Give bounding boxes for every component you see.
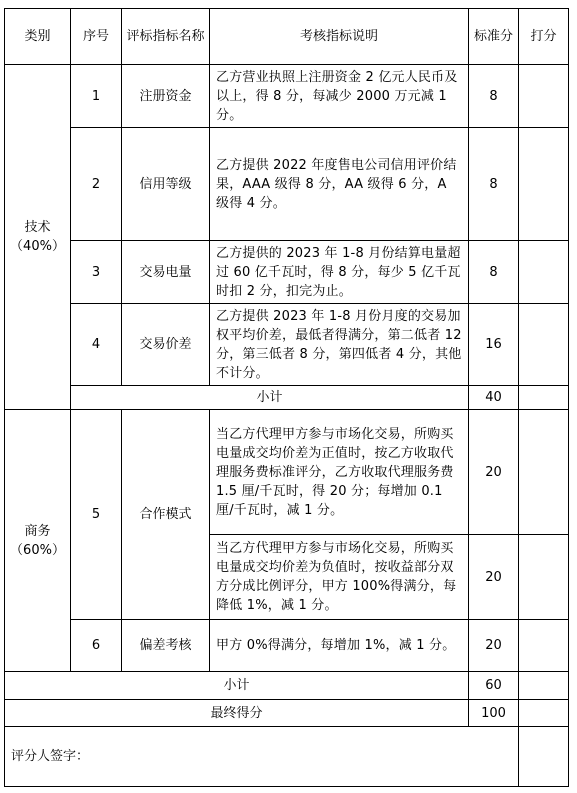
subtotal-value: 40 bbox=[469, 386, 519, 410]
business-subtotal-row bbox=[5, 672, 569, 700]
seq-cell: 5 bbox=[71, 410, 122, 620]
score-cell[interactable] bbox=[519, 672, 569, 700]
standard-score: 20 bbox=[469, 620, 519, 672]
indicator-description: 乙方提供的 2023 年 1-8 月份结算电量超过 60 亿千瓦时，得 8 分，每少 5 亿千瓦时扣 2 分，扣完为止。 bbox=[210, 241, 469, 304]
standard-score: 8 bbox=[469, 241, 519, 304]
technical-subtotal-row bbox=[5, 386, 569, 410]
category-technical: 技术（40%） bbox=[5, 65, 71, 410]
table-row bbox=[5, 128, 569, 241]
score-cell[interactable] bbox=[519, 535, 569, 620]
header-seq: 序号 bbox=[71, 9, 122, 65]
header-description: 考核指标说明 bbox=[210, 9, 469, 65]
scoring-table bbox=[4, 8, 569, 787]
signature-field[interactable] bbox=[519, 727, 569, 787]
standard-score: 8 bbox=[469, 65, 519, 128]
subtotal-value: 60 bbox=[469, 672, 519, 700]
seq-cell: 3 bbox=[71, 241, 122, 304]
standard-score: 20 bbox=[469, 535, 519, 620]
table-row bbox=[5, 241, 569, 304]
final-score-row bbox=[5, 700, 569, 727]
standard-score: 20 bbox=[469, 410, 519, 535]
subtotal-label: 小计 bbox=[71, 386, 469, 410]
header-score: 打分 bbox=[519, 9, 569, 65]
score-cell[interactable] bbox=[519, 620, 569, 672]
seq-cell: 4 bbox=[71, 304, 122, 386]
indicator-name: 注册资金 bbox=[122, 65, 210, 128]
final-score-standard: 100 bbox=[469, 700, 519, 727]
indicator-description: 当乙方代理甲方参与市场化交易，所购买电量成交均价差为负值时，按收益部分双方分成比例评分，甲方 100%得满分，每降低 1%，减 1 分。 bbox=[210, 535, 469, 620]
indicator-name: 交易电量 bbox=[122, 241, 210, 304]
category-business: 商务（60%） bbox=[5, 410, 71, 672]
indicator-description: 乙方提供 2022 年度售电公司信用评价结果，AAA 级得 8 分，AA 级得 6 分，A 级得 4 分。 bbox=[210, 128, 469, 241]
score-cell[interactable] bbox=[519, 241, 569, 304]
table-row bbox=[5, 620, 569, 672]
score-cell[interactable] bbox=[519, 128, 569, 241]
seq-cell: 2 bbox=[71, 128, 122, 241]
standard-score: 8 bbox=[469, 128, 519, 241]
indicator-description: 乙方提供 2023 年 1-8 月份月度的交易加权平均价差，最低者得满分，第二低者 12 分，第三低者 8 分，第四低者 4 分，其他不计分。 bbox=[210, 304, 469, 386]
indicator-name: 交易价差 bbox=[122, 304, 210, 386]
seq-cell: 6 bbox=[71, 620, 122, 672]
indicator-description: 乙方营业执照上注册资金 2 亿元人民币及以上，得 8 分，每减少 2000 万元减 1 分。 bbox=[210, 65, 469, 128]
indicator-name: 偏差考核 bbox=[122, 620, 210, 672]
indicator-description: 甲方 0%得满分，每增加 1%，减 1 分。 bbox=[210, 620, 469, 672]
subtotal-label: 小计 bbox=[5, 672, 469, 700]
indicator-name: 合作模式 bbox=[122, 410, 210, 620]
seq-cell: 1 bbox=[71, 65, 122, 128]
score-cell[interactable] bbox=[519, 700, 569, 727]
score-cell[interactable] bbox=[519, 304, 569, 386]
header-row bbox=[5, 9, 569, 65]
score-cell[interactable] bbox=[519, 410, 569, 535]
indicator-description: 当乙方代理甲方参与市场化交易，所购买电量成交均价差为正值时，按乙方收取代理服务费标准评分，乙方收取代理服务费 1.5 厘/千瓦时，得 20 分；每增加 0.1 厘/千瓦时，减 1 分。 bbox=[210, 410, 469, 535]
final-score-label: 最终得分 bbox=[5, 700, 469, 727]
standard-score: 16 bbox=[469, 304, 519, 386]
table-row bbox=[5, 65, 569, 128]
header-category: 类别 bbox=[5, 9, 71, 65]
indicator-name: 信用等级 bbox=[122, 128, 210, 241]
signature-row bbox=[5, 727, 569, 787]
signature-label: 评分人签字： bbox=[5, 727, 519, 787]
table-row bbox=[5, 410, 569, 535]
header-indicator-name: 评标指标名称 bbox=[122, 9, 210, 65]
score-cell[interactable] bbox=[519, 65, 569, 128]
header-standard-score: 标准分 bbox=[469, 9, 519, 65]
table-row bbox=[5, 304, 569, 386]
score-cell[interactable] bbox=[519, 386, 569, 410]
